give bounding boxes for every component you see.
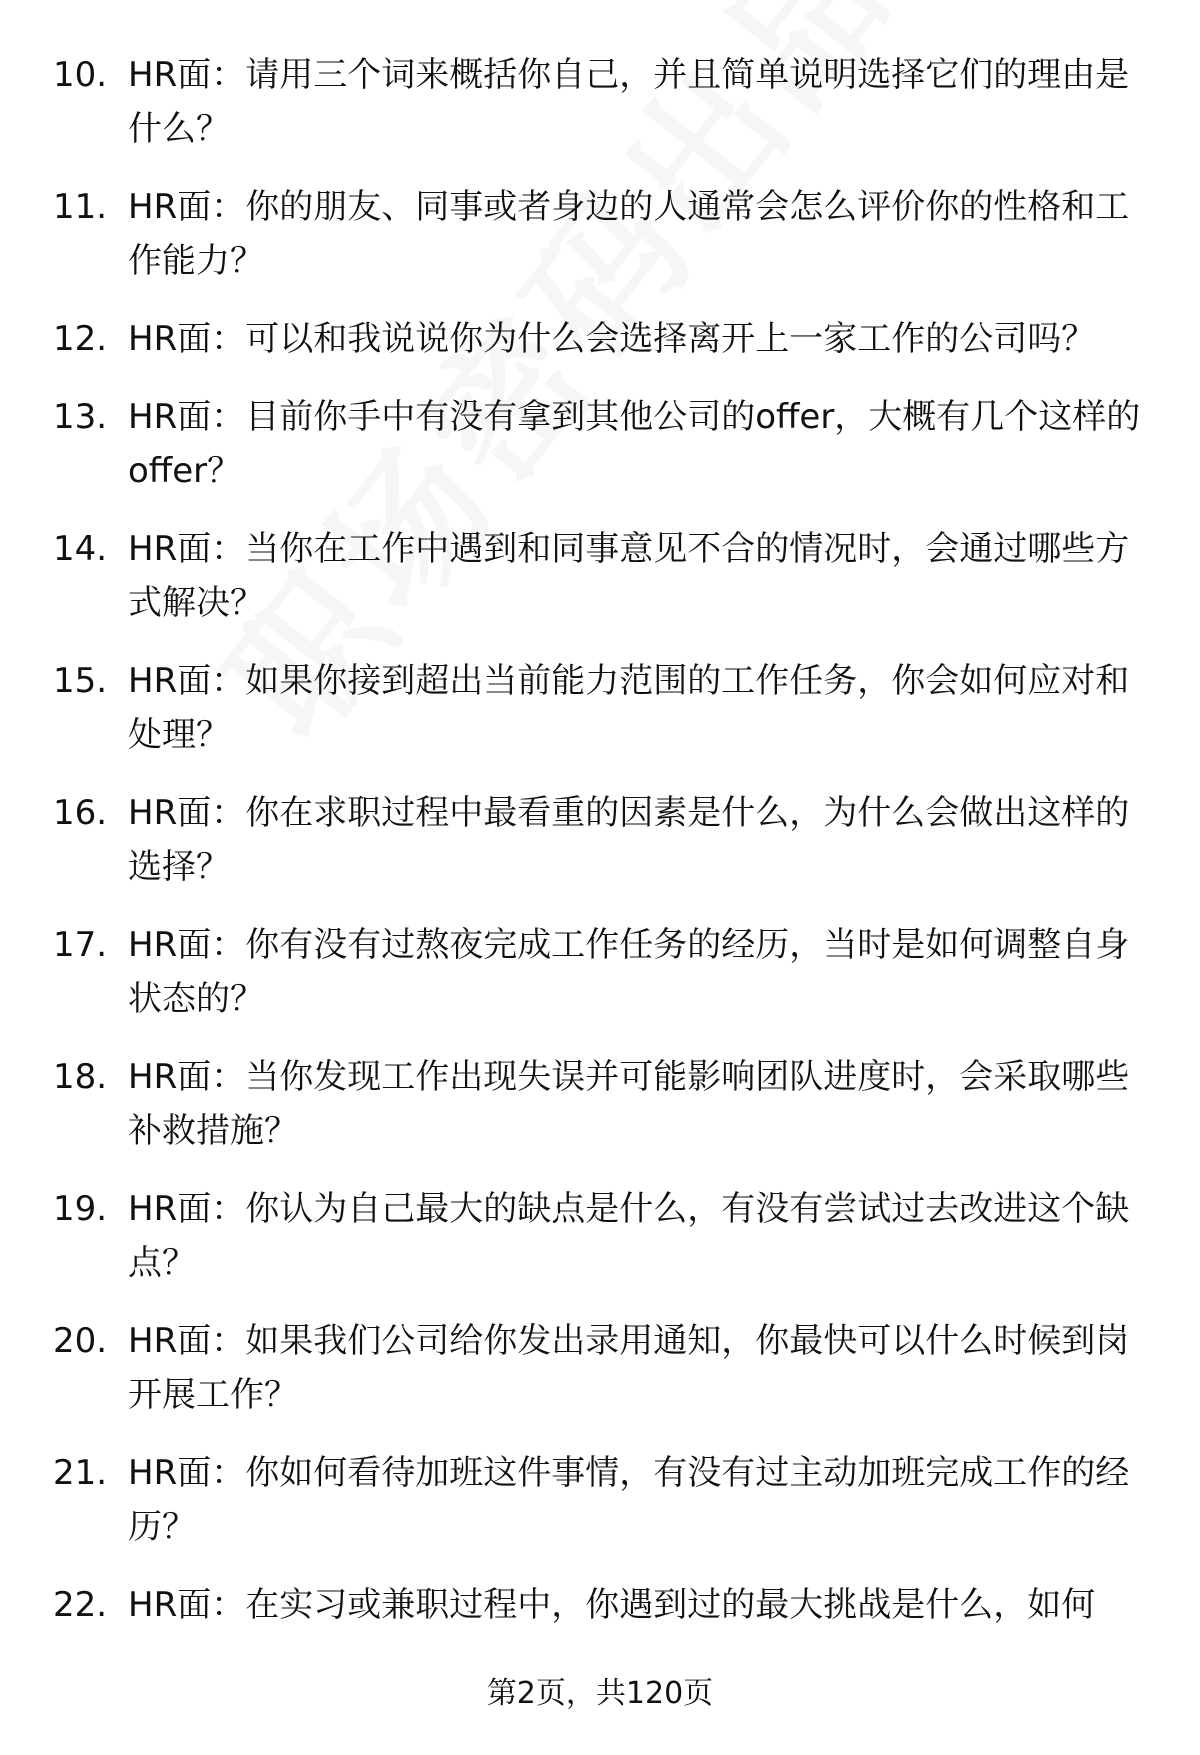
question-text: HR面：你如何看待加班这件事情，有没有过主动加班完成工作的经历？ xyxy=(128,1453,1130,1547)
question-text: HR面：如果我们公司给你发出录用通知，你最快可以什么时候到岗开展工作？ xyxy=(128,1321,1130,1415)
question-item-14 xyxy=(0,522,1200,654)
page-footer: 第2页，共120页 xyxy=(486,1676,714,1711)
question-item-17 xyxy=(0,918,1200,1050)
question-number: 12. xyxy=(53,319,108,359)
question-text: HR面：你认为自己最大的缺点是什么，有没有尝试过去改进这个缺点？ xyxy=(128,1189,1130,1283)
question-number: 22. xyxy=(53,1585,108,1625)
question-text: HR面：可以和我说说你为什么会选择离开上一家工作的公司吗？ xyxy=(128,319,1096,359)
question-number: 19. xyxy=(53,1189,108,1229)
question-text: HR面：你有没有过熬夜完成工作任务的经历，当时是如何调整自身状态的？ xyxy=(128,925,1130,1019)
question-number: 14. xyxy=(53,529,108,569)
question-number: 15. xyxy=(53,661,108,701)
question-text: HR面：请用三个词来概括你自己，并且简单说明选择它们的理由是什么？ xyxy=(128,55,1130,149)
question-item-20 xyxy=(0,1314,1200,1446)
question-text: HR面：在实习或兼职过程中，你遇到过的最大挑战是什么，如何 xyxy=(128,1585,1096,1625)
question-number: 20. xyxy=(53,1321,108,1361)
question-text: HR面：你在求职过程中最看重的因素是什么，为什么会做出这样的选择？ xyxy=(128,793,1130,887)
question-item-15 xyxy=(0,654,1200,786)
question-item-16 xyxy=(0,786,1200,918)
question-item-11 xyxy=(0,180,1200,312)
question-text: HR面：你的朋友、同事或者身边的人通常会怎么评价你的性格和工作能力？ xyxy=(128,187,1130,281)
question-item-19 xyxy=(0,1182,1200,1314)
question-text: HR面：如果你接到超出当前能力范围的工作任务，你会如何应对和处理？ xyxy=(128,661,1130,755)
question-text: HR面：当你发现工作出现失误并可能影响团队进度时，会采取哪些补救措施？ xyxy=(128,1057,1130,1151)
question-text: HR面：目前你手中有没有拿到其他公司的offer，大概有几个这样的offer？ xyxy=(128,397,1141,491)
question-number: 21. xyxy=(53,1453,108,1493)
question-number: 11. xyxy=(53,187,108,227)
question-number: 18. xyxy=(53,1057,108,1097)
question-text: HR面：当你在工作中遇到和同事意见不合的情况时，会通过哪些方式解决？ xyxy=(128,529,1130,623)
question-item-22 xyxy=(0,1578,1200,1638)
question-number: 16. xyxy=(53,793,108,833)
question-list xyxy=(0,48,1200,1638)
question-item-12 xyxy=(0,312,1200,390)
question-item-21 xyxy=(0,1446,1200,1578)
question-item-10 xyxy=(0,48,1200,180)
question-number: 17. xyxy=(53,925,108,965)
question-number: 10. xyxy=(53,55,108,95)
question-item-13 xyxy=(0,390,1200,522)
question-item-18 xyxy=(0,1050,1200,1182)
question-number: 13. xyxy=(53,397,108,437)
